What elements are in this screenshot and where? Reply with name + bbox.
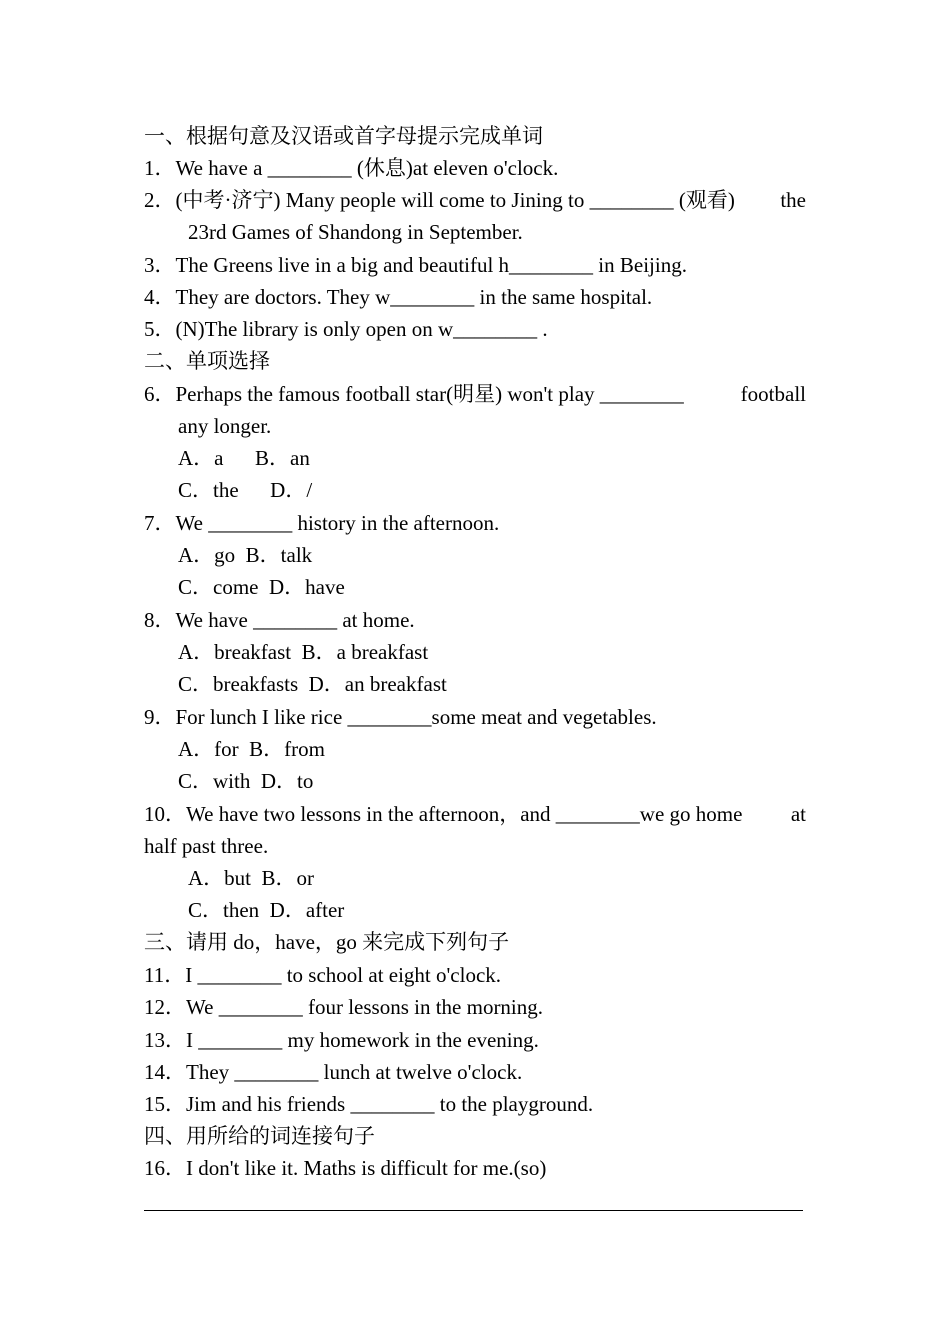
question-7-options-cd: C．come D．have (178, 575, 345, 599)
question-15: 15．Jim and his friends ________ to the playground. (144, 1092, 594, 1116)
question-1: 1．We have a ________ (休息)at eleven o'clock. (144, 156, 559, 180)
question-8-options-cd: C．breakfasts D．an breakfast (178, 672, 447, 696)
question-14: 14．They ________ lunch at twelve o'clock. (144, 1060, 523, 1084)
question-10-options-cd: C．then D．after (188, 898, 345, 922)
question-2-text-end: the (780, 188, 806, 212)
question-5: 5．(N)The library is only open on w________ . (144, 317, 548, 341)
question-11: 11．I ________ to school at eight o'clock. (144, 963, 502, 987)
question-12: 12．We ________ four lessons in the morning. (144, 995, 544, 1019)
question-6-line-2: any longer. (178, 414, 272, 438)
question-9-options-cd: C．with D．to (178, 769, 314, 793)
question-7-options-ab: A．go B．talk (178, 543, 313, 567)
question-6-options-ab: A．a B．an (178, 446, 310, 470)
question-10-text: 10．We have two lessons in the afternoon，and ________we go home (144, 802, 743, 826)
question-10-line-1 (144, 798, 806, 830)
question-7: 7．We ________ history in the afternoon. (144, 511, 500, 535)
question-9-options-ab: A．for B．from (178, 737, 325, 761)
question-10-text-end: at (790, 802, 806, 826)
question-10-options-ab: A．but B．or (188, 866, 314, 890)
section-3-heading: 三、请用 do，have，go 来完成下列句子 (144, 930, 510, 954)
question-16: 16．I don't like it. Maths is difficult for me.(so) (144, 1156, 547, 1180)
question-8-options-ab: A．breakfast B．a breakfast (178, 640, 429, 664)
question-6-text-end: football (740, 382, 806, 406)
section-1-heading: 一、根据句意及汉语或首字母提示完成单词 (144, 124, 543, 148)
question-13: 13．I ________ my homework in the evening. (144, 1028, 539, 1052)
question-4: 4．They are doctors. They w________ in the same hospital. (144, 285, 653, 309)
question-6-options-cd: C．the D．/ (178, 478, 313, 502)
question-6-line-1 (144, 378, 806, 410)
question-2-line-2: 23rd Games of Shandong in September. (188, 220, 523, 244)
question-2-line-1 (144, 184, 806, 216)
question-2-text: 2．(中考·济宁) Many people will come to Jining to ________ (观看) (144, 188, 735, 212)
section-4-heading: 四、用所给的词连接句子 (144, 1124, 375, 1148)
question-10-line-2: half past three. (144, 834, 269, 858)
question-6-text: 6．Perhaps the famous football star(明星) won't play ________ (144, 382, 684, 406)
answer-line (144, 1210, 803, 1211)
section-2-heading: 二、单项选择 (144, 349, 270, 373)
question-3: 3．The Greens live in a big and beautiful h________ in Beijing. (144, 253, 687, 277)
question-9: 9．For lunch I like rice ________some meat and vegetables. (144, 705, 657, 729)
question-8: 8．We have ________ at home. (144, 608, 415, 632)
